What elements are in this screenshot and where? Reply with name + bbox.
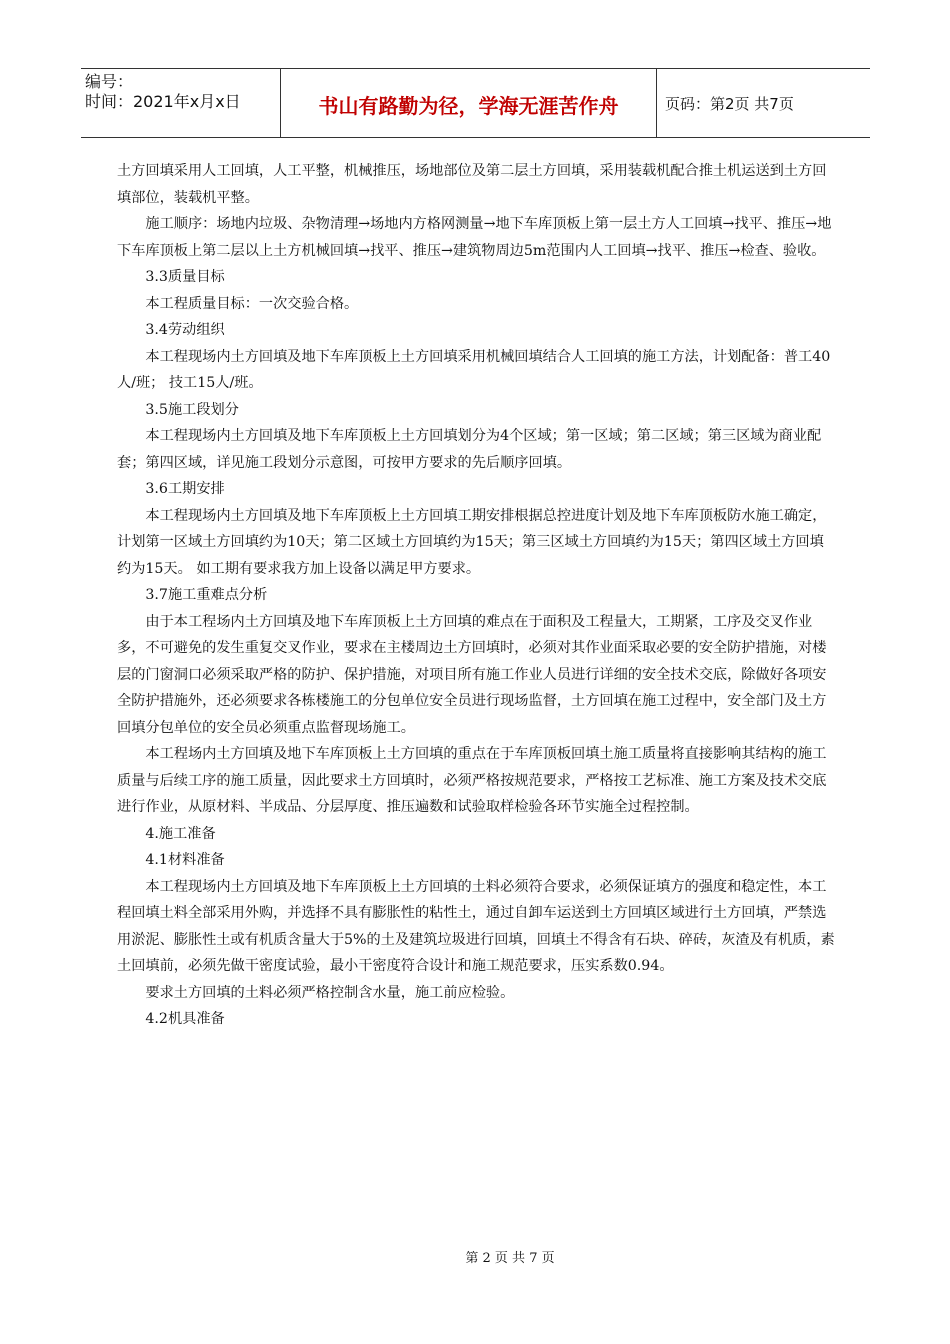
section-heading: 3.4劳动组织 <box>145 322 225 338</box>
section-heading: 3.7施工重难点分析 <box>145 587 268 603</box>
serial-label: 编号： <box>85 72 134 91</box>
paragraph: 土方回填采用人工回填，人工平整，机械推压，场地部位及第二层土方回填，采用装载机配合推土机运送到土方回填部位，装载机平整。 <box>117 163 827 206</box>
paragraph: 本工程现场内土方回填及地下车库顶板上土方回填采用机械回填结合人工回填的施工方法，计划配备：普工40人/班； 技工15人/班。 <box>117 348 831 391</box>
paragraph: 由于本工程场内土方回填及地下车库顶板上土方回填的难点在于面积及工程量大，工期紧，工序及交叉作业多，不可避免的发生重复交叉作业，要求在主楼周边土方回填时，必须对其作业面采取必要的安全防护措施，对楼层的门窗洞口必须采取严格的防护、保护措施，对项目所有施工作业人员进行详细的安全技术交底，除做好各项安全防护措施外，还必须要求各栋楼施工的分包单位安全员进行现场监督，土方回填在施工过程中，安全部门及土方回填分包单位的安全员必须重点监督现场施工。 <box>117 613 827 736</box>
paragraph: 要求土方回填的土料必须严格控制含水量，施工前应检验。 <box>145 984 515 1001</box>
section-heading: 3.6工期安排 <box>145 481 225 497</box>
section-heading: 4.1材料准备 <box>145 852 225 868</box>
paragraph: 施工顺序：场地内垃圾、杂物清理→场地内方格网测量→地下车库顶板上第一层土方人工回填→找平、推压→地下车库顶板上第二层以上土方机械回填→找平、推压→建筑物周边5m范围内人工回填→找平、推压→检查、验收。 <box>117 216 832 259</box>
paragraph: 本工程质量目标：一次交验合格。 <box>145 295 359 312</box>
header-page-code: 页码：第2页 共7页 <box>665 94 794 113</box>
header-table <box>81 68 870 138</box>
section-heading: 3.3质量目标 <box>145 269 225 285</box>
date-label: 时间：2021年x月x日 <box>85 92 241 111</box>
section-heading: 4.2机具准备 <box>145 1011 225 1027</box>
paragraph: 本工程场内土方回填及地下车库顶板上土方回填的重点在于车库顶板回填土施工质量将直接影响其结构的施工质量与后续工序的施工质量，因此要求土方回填时，必须严格按规范要求，严格按工艺标准、施工方案及技术交底进行作业，从原材料、半成品、分层厚度、推压遍数和试验取样检验各环节实施全过程控制。 <box>117 746 827 815</box>
document-body <box>117 158 835 1033</box>
page-footer: 第 2 页 共 7 页 <box>465 1251 555 1266</box>
paragraph: 本工程现场内土方回填及地下车库顶板上土方回填的土料必须符合要求，必须保证填方的强度和稳定性，本工程回填土料全部采用外购，并选择不具有膨胀性的粘性土，通过自卸车运送到土方回填区域进行土方回填，严禁选用淤泥、膨胀性土或有机质含量大于5%的土及建筑垃圾进行回填，回填土不得含有石块、碎砖，灰渣及有机质，素土回填前，必须先做干密度试验，最小干密度符合设计和施工规范要求，压实系数0.94。 <box>117 878 835 974</box>
header-meta <box>81 69 281 137</box>
paragraph: 本工程现场内土方回填及地下车库顶板上土方回填工期安排根据总控进度计划及地下车库顶板防水施工确定，计划第一区域土方回填约为10天；第二区域土方回填约为15天；第三区域土方回填约为15天；第四区域土方回填约为15天。 如工期有要求我方加上设备以满足甲方要求。 <box>117 507 827 577</box>
paragraph: 本工程现场内土方回填及地下车库顶板上土方回填划分为4个区域；第一区域；第二区域；第三区域为商业配套；第四区域，详见施工段划分示意图，可按甲方要求的先后顺序回填。 <box>117 428 822 471</box>
header-motto: 书山有路勤为径，学海无涯苦作舟 <box>281 69 657 137</box>
section-heading: 4.施工准备 <box>145 825 216 842</box>
section-heading: 3.5施工段划分 <box>145 401 239 418</box>
